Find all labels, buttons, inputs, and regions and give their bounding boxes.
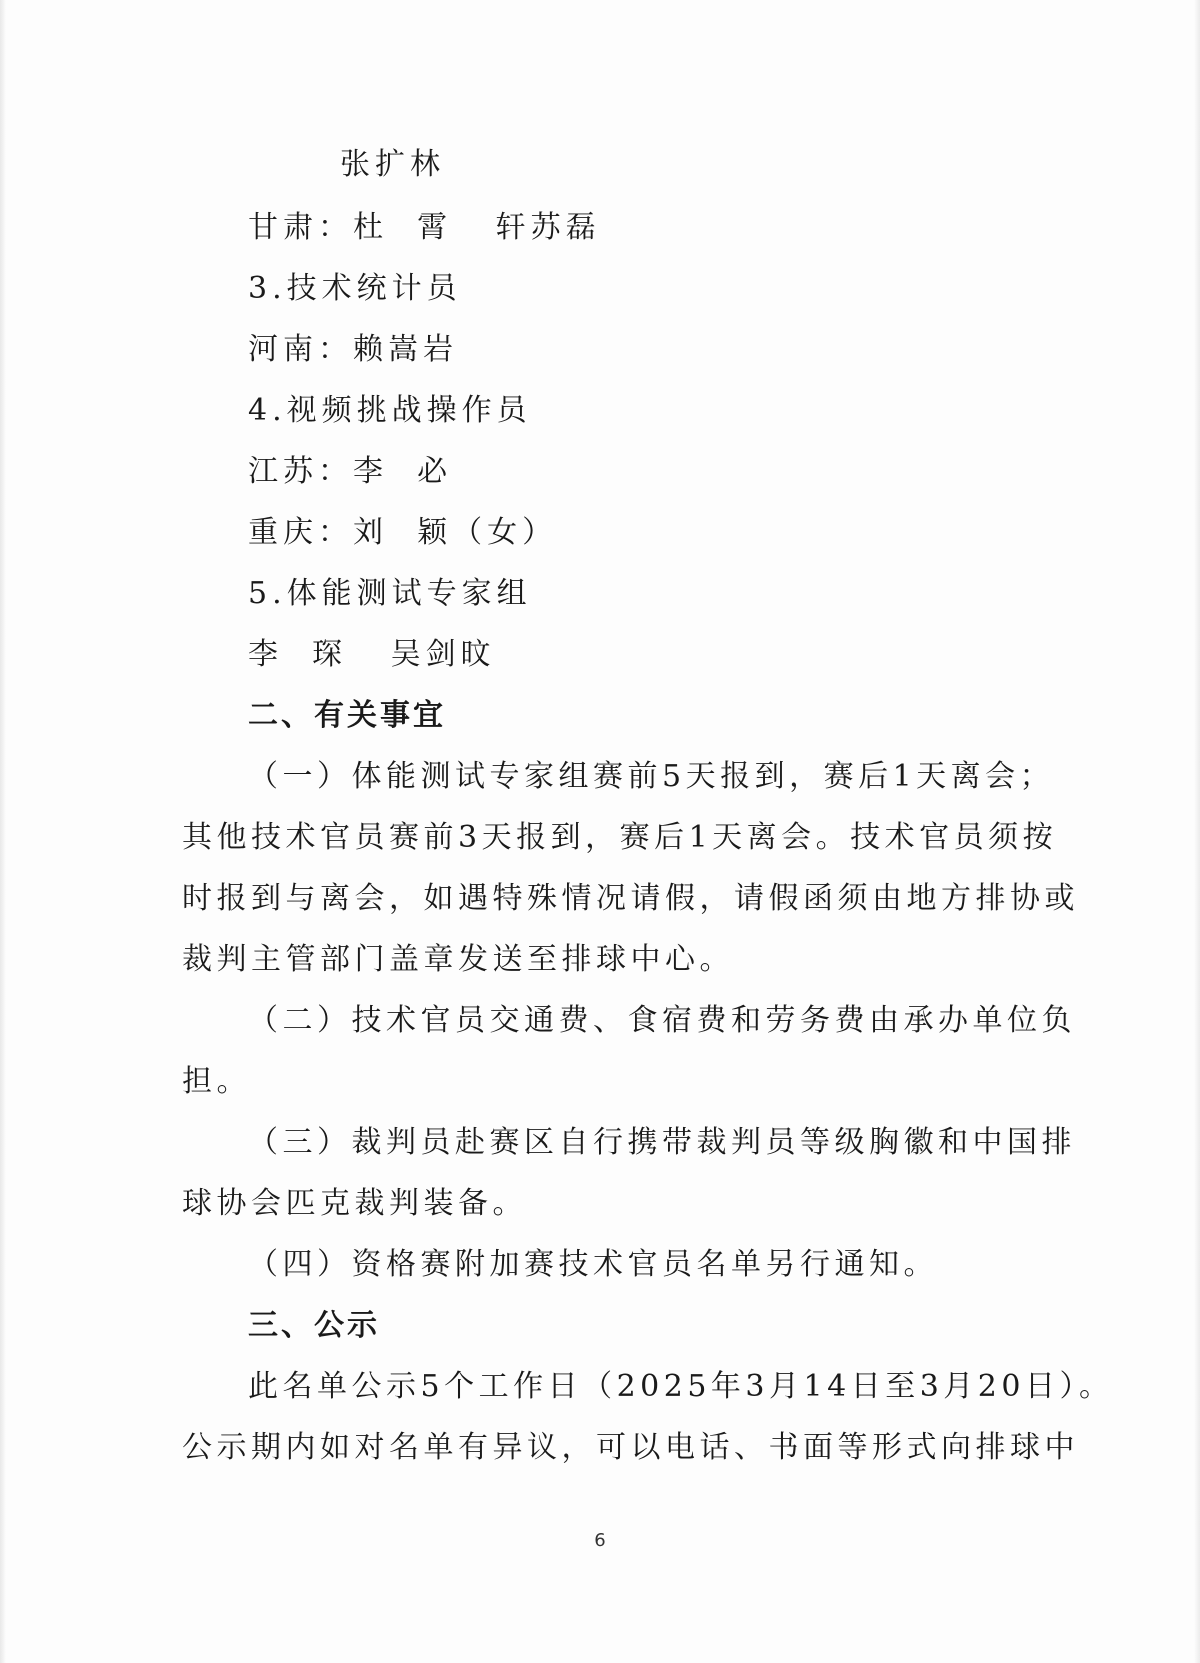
section-technical-statistician: 3.技术统计员 bbox=[248, 271, 462, 306]
section-video-challenge-operator: 4.视频挑战操作员 bbox=[248, 393, 532, 428]
scan-edge-left bbox=[0, 0, 6, 1663]
scan-edge-right bbox=[1194, 0, 1200, 1663]
paragraph-5-line-1: 此名单公示5个工作日（2025年3月14日至3月20日）。 bbox=[248, 1369, 1114, 1404]
paragraph-1-line-1: （一）体能测试专家组赛前5天报到，赛后1天离会； bbox=[248, 759, 1055, 794]
chongqing-officials: 重庆：刘 颖（女） bbox=[248, 515, 558, 550]
paragraph-2-line-1: （二）技术官员交通费、食宿费和劳务费由承办单位负 bbox=[248, 1003, 1076, 1038]
name-line: 张扩林 bbox=[340, 147, 445, 182]
jiangsu-officials: 江苏：李 必 bbox=[248, 454, 453, 489]
paragraph-5-line-2: 公示期内如对名单有异议，可以电话、书面等形式向排球中 bbox=[182, 1430, 1079, 1465]
paragraph-1-line-2: 其他技术官员赛前3天报到，赛后1天离会。技术官员须按 bbox=[182, 820, 1058, 855]
heading-public-notice: 三、公示 bbox=[248, 1308, 380, 1343]
section-fitness-test-expert-group: 5.体能测试专家组 bbox=[248, 576, 532, 611]
fitness-expert-names: 李 琛 吴剑旼 bbox=[248, 637, 496, 672]
paragraph-4-line-1: （四）资格赛附加赛技术官员名单另行通知。 bbox=[248, 1247, 938, 1282]
gansu-officials: 甘肃：杜 霄 轩苏磊 bbox=[248, 210, 601, 245]
paragraph-3-line-2: 球协会匹克裁判装备。 bbox=[182, 1186, 527, 1221]
paragraph-3-line-1: （三）裁判员赴赛区自行携带裁判员等级胸徽和中国排 bbox=[248, 1125, 1076, 1160]
heading-related-matters: 二、有关事宜 bbox=[248, 698, 446, 733]
paragraph-2-line-2: 担。 bbox=[182, 1064, 251, 1099]
paragraph-1-line-4: 裁判主管部门盖章发送至排球中心。 bbox=[182, 942, 734, 977]
page-number: 6 bbox=[594, 1530, 606, 1551]
henan-officials: 河南：赖嵩岩 bbox=[248, 332, 458, 367]
paragraph-1-line-3: 时报到与离会，如遇特殊情况请假，请假函须由地方排协或 bbox=[182, 881, 1079, 916]
